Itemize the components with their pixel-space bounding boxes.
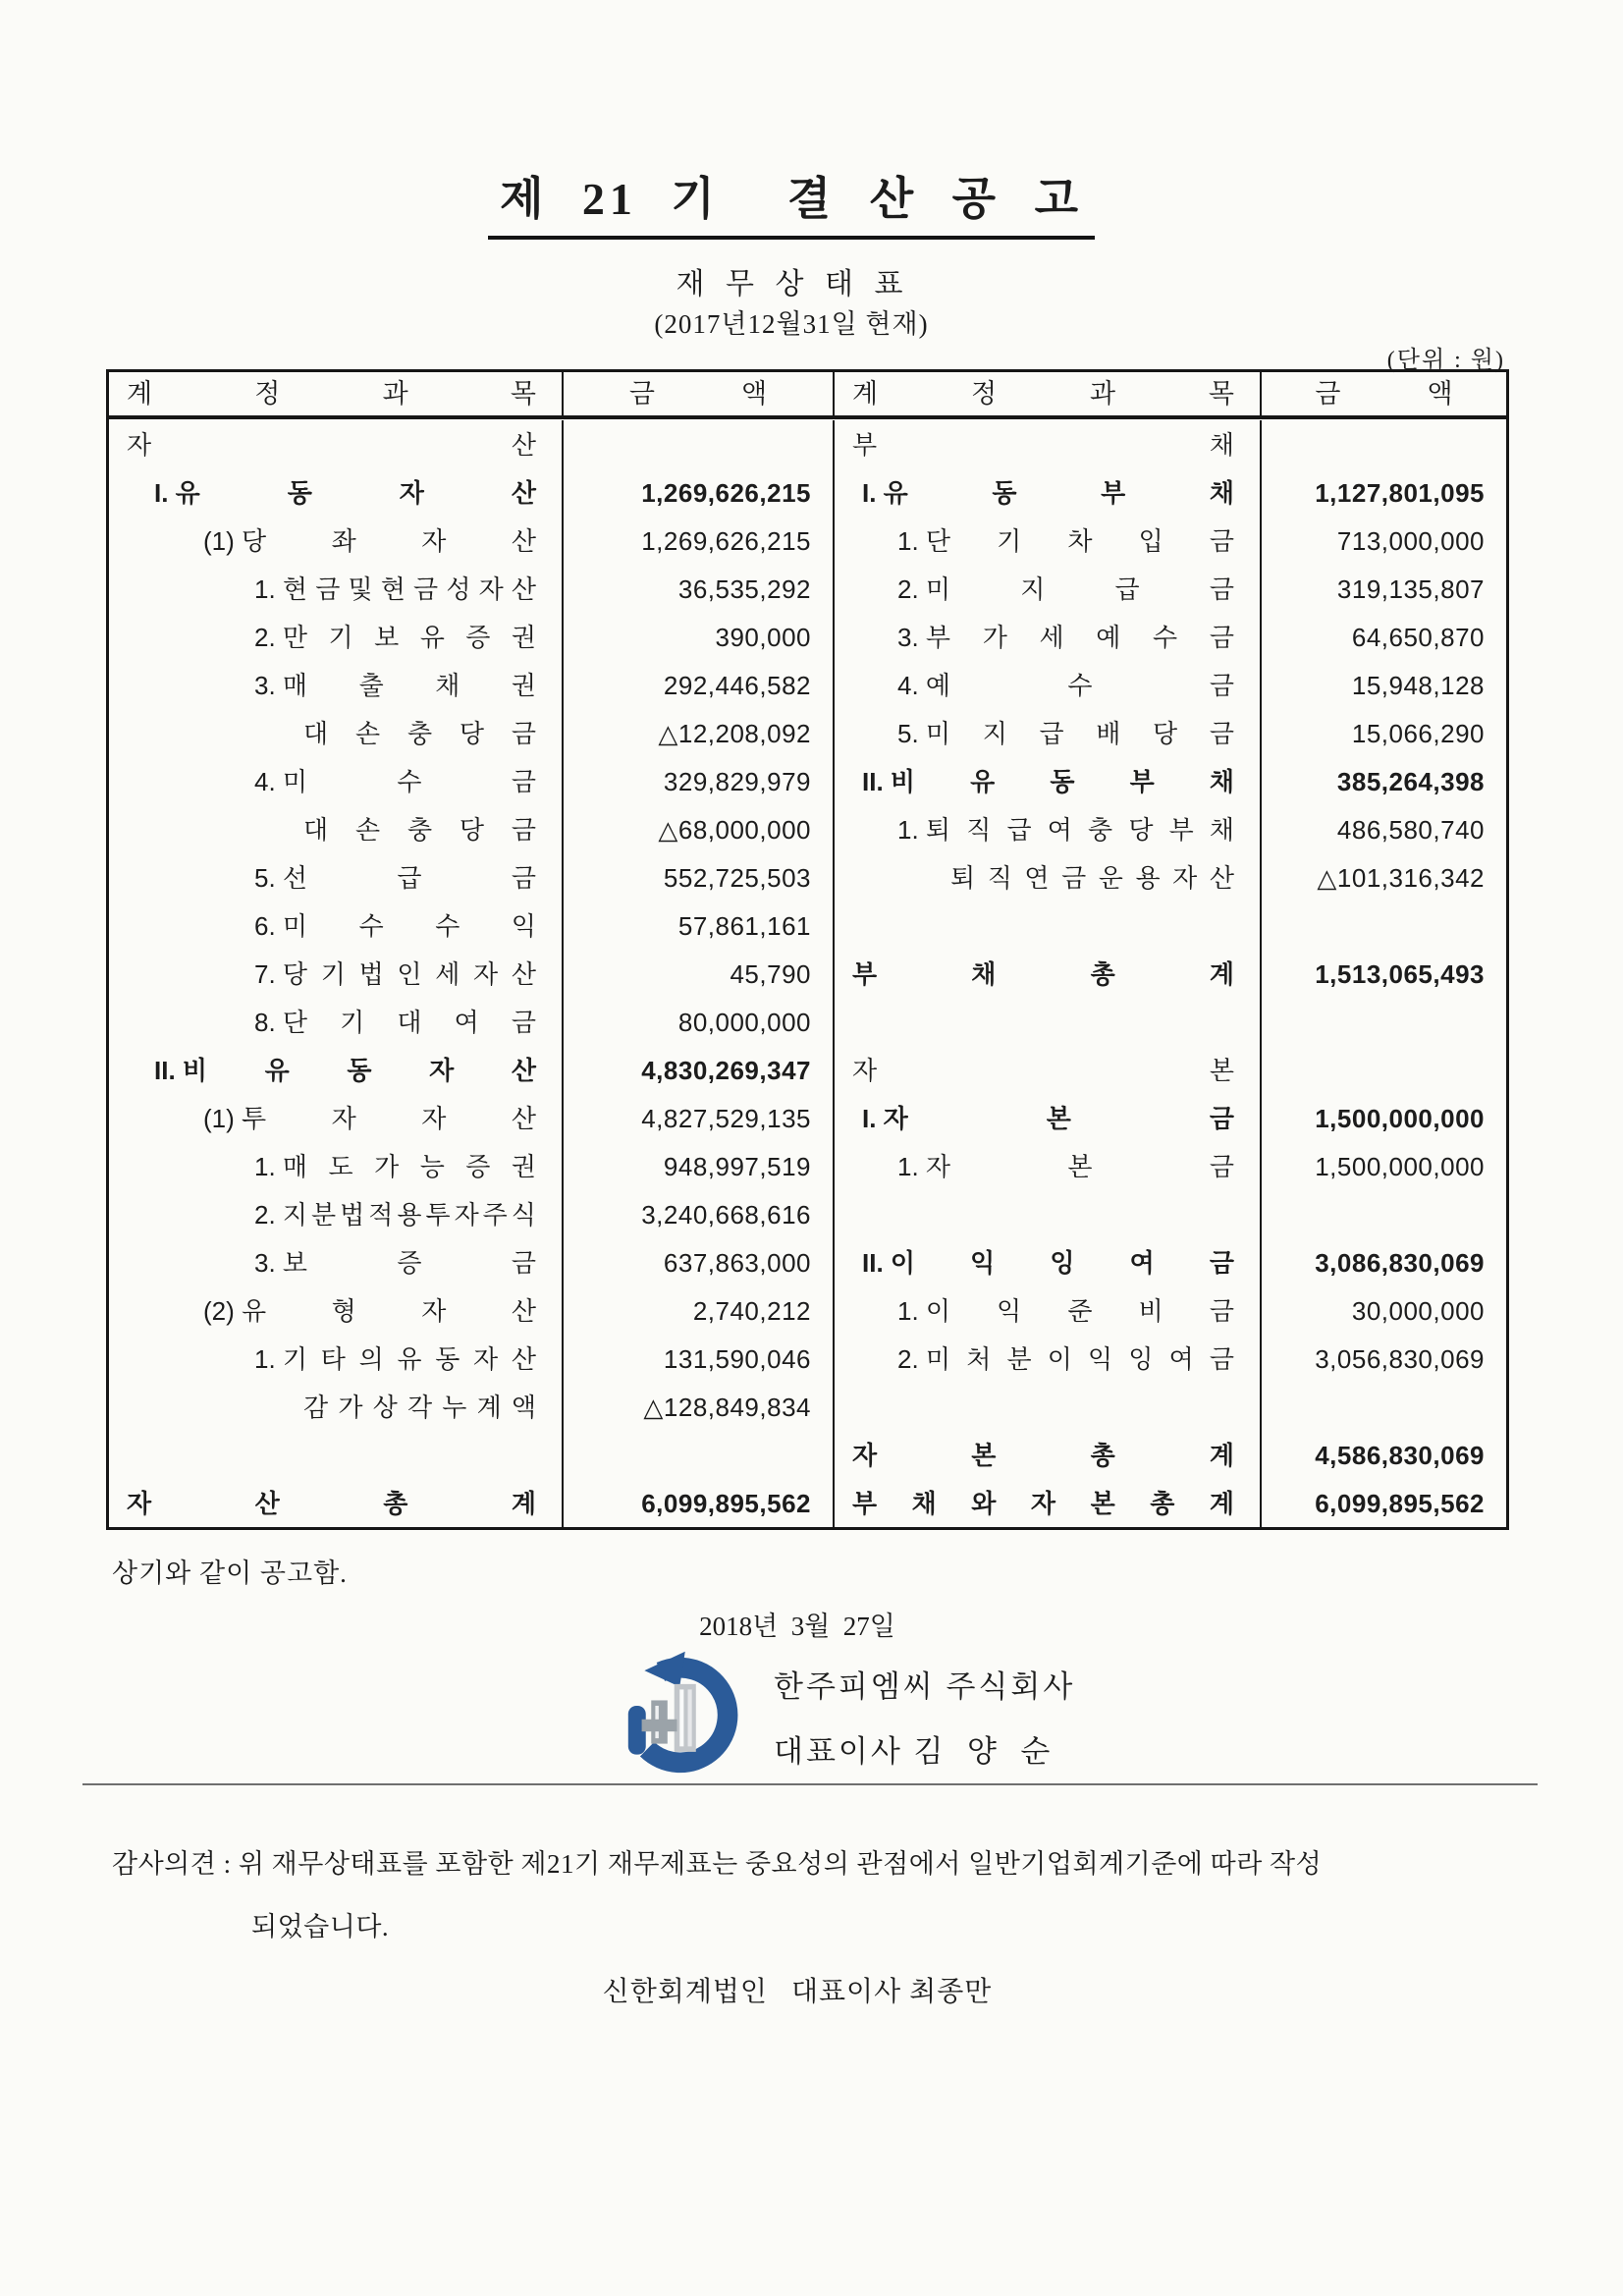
account-cell: 2. 만 기 보 유 증 권 — [109, 613, 564, 661]
company-name: 한주피엠씨 주식회사 — [774, 1669, 1076, 1704]
auditor-name: 신한회계법인 대표이사 최종만 — [602, 1977, 993, 2007]
account-cell: 6. 미 수 수 익 — [109, 902, 564, 950]
amount-cell — [1262, 1383, 1506, 1431]
account-cell — [835, 1190, 1262, 1238]
audit-opinion-line2: 되었습니다. — [251, 1912, 390, 1941]
account-cell — [109, 1431, 564, 1479]
account-cell: 자 산 — [109, 420, 564, 468]
amount-cell — [564, 420, 835, 468]
asof-date: (2017년12월31일 현재) — [654, 309, 929, 339]
amount-cell: 292,446,582 — [564, 661, 835, 709]
ceo-name: 대표이사 김 양 순 — [774, 1734, 1054, 1769]
account-cell: 1. 기 타 의 유 동 자 산 — [109, 1335, 564, 1383]
amount-cell: 4,827,529,135 — [564, 1094, 835, 1142]
amount-cell: △68,000,000 — [564, 805, 835, 853]
account-cell: II. 이 익 잉 여 금 — [835, 1238, 1262, 1286]
amount-cell: △12,208,092 — [564, 709, 835, 757]
amount-cell: 36,535,292 — [564, 565, 835, 613]
amount-cell: 15,948,128 — [1351, 670, 1485, 700]
account-cell: 5. 미 지 급 배 당 금 — [835, 709, 1262, 757]
account-cell: 자 본 총 계 — [835, 1431, 1262, 1479]
amount-cell: 45,790 — [564, 950, 835, 998]
account-cell: I. 유 동 부 채 — [835, 468, 1262, 517]
amount-cell: 4,830,269,347 — [564, 1046, 835, 1094]
account-cell: II. 비 유 동 부 채 — [835, 757, 1262, 805]
amount-cell: 57,861,161 — [564, 902, 835, 950]
column-header-amount: 금 액 — [564, 372, 835, 419]
account-cell: 1. 자 본 금 — [835, 1142, 1262, 1190]
account-cell: 5. 선 급 금 — [109, 853, 564, 902]
account-cell: 1. 단 기 차 입 금 — [835, 517, 1262, 565]
amount-cell: 64,650,870 — [1351, 622, 1485, 652]
amount-cell: 1,500,000,000 — [1315, 1103, 1485, 1133]
statement-title: 재 무 상 태 표 — [676, 268, 907, 301]
audit-opinion-line1: 감사의견 : 위 재무상태표를 포함한 제21기 재무제표는 중요성의 관점에서 일반기업회계기준에 따라 작성 — [112, 1849, 1323, 1879]
account-cell — [835, 1383, 1262, 1431]
amount-cell — [1262, 998, 1506, 1046]
account-cell: I. 자 본 금 — [835, 1094, 1262, 1142]
amount-cell — [1262, 902, 1506, 950]
amount-cell — [1262, 1190, 1506, 1238]
amount-cell: 2,740,212 — [564, 1286, 835, 1335]
company-logo-icon — [615, 1648, 750, 1785]
account-cell: I. 유 동 자 산 — [109, 468, 564, 517]
account-cell: 2. 미 처 분 이 익 잉 여 금 — [835, 1335, 1262, 1383]
amount-cell — [1262, 1046, 1506, 1094]
amount-cell: 80,000,000 — [564, 998, 835, 1046]
amount-cell: 390,000 — [564, 613, 835, 661]
amount-cell: 637,863,000 — [564, 1238, 835, 1286]
account-cell — [835, 998, 1262, 1046]
account-cell: 3. 매 출 채 권 — [109, 661, 564, 709]
account-cell: 대 손 충 당 금 — [109, 805, 564, 853]
amount-cell: 3,086,830,069 — [1315, 1247, 1485, 1278]
account-cell: 대 손 충 당 금 — [109, 709, 564, 757]
amount-cell: 3,240,668,616 — [564, 1190, 835, 1238]
account-cell: 2. 지 분 법 적 용 투 자 주 식 — [109, 1190, 564, 1238]
announcement-date: 2018년 3월 27일 — [699, 1612, 895, 1641]
amount-cell: 15,066,290 — [1351, 718, 1485, 748]
account-cell: (2) 유 형 자 산 — [109, 1286, 564, 1335]
amount-cell: 1,269,626,215 — [564, 468, 835, 517]
account-cell: 8. 단 기 대 여 금 — [109, 998, 564, 1046]
amount-cell: 486,580,740 — [1336, 814, 1485, 845]
company-logo — [615, 1648, 750, 1785]
balance-sheet-table — [106, 369, 1509, 1530]
amount-cell: 1,513,065,493 — [1315, 958, 1485, 989]
account-cell — [835, 902, 1262, 950]
column-header-account: 계 정 과 목 — [835, 372, 1262, 419]
page-title: 제 21 기 결 산 공 고 — [488, 163, 1095, 240]
amount-cell: 385,264,398 — [1336, 766, 1485, 796]
title-row — [0, 163, 1583, 240]
account-cell: 퇴 직 연 금 운 용 자 산 — [835, 853, 1262, 902]
amount-cell: 1,269,626,215 — [564, 517, 835, 565]
account-cell: 부 채 — [835, 420, 1262, 468]
asof-row — [0, 302, 1583, 341]
account-cell: 7. 당 기 법 인 세 자 산 — [109, 950, 564, 998]
amount-cell: 1,127,801,095 — [1315, 477, 1485, 508]
account-cell: 자 본 — [835, 1046, 1262, 1094]
amount-cell: 329,829,979 — [564, 757, 835, 805]
notice-text: 상기와 같이 공고함. — [112, 1558, 348, 1588]
column-header-account: 계 정 과 목 — [109, 372, 564, 419]
subtitle-row — [0, 259, 1583, 302]
amount-cell: 4,586,830,069 — [1315, 1440, 1485, 1470]
account-cell: (1) 당 좌 자 산 — [109, 517, 564, 565]
account-cell: 4. 예 수 금 — [835, 661, 1262, 709]
account-cell: 부 채 총 계 — [835, 950, 1262, 998]
account-cell: 감 가 상 각 누 계 액 — [109, 1383, 564, 1431]
amount-cell: 30,000,000 — [1351, 1295, 1485, 1326]
amount-cell: 713,000,000 — [1336, 525, 1485, 556]
account-cell: 3. 보 증 금 — [109, 1238, 564, 1286]
account-cell: 부 채 와 자 본 총 계 — [835, 1479, 1262, 1527]
account-cell: 1. 이 익 준 비 금 — [835, 1286, 1262, 1335]
account-cell: 4. 미 수 금 — [109, 757, 564, 805]
amount-cell: △101,316,342 — [1317, 862, 1485, 893]
account-cell: (1) 투 자 자 산 — [109, 1094, 564, 1142]
account-cell: 1. 현 금 및 현 금 성 자 산 — [109, 565, 564, 613]
column-header-amount: 금 액 — [1262, 372, 1506, 419]
amount-cell — [1262, 420, 1506, 468]
account-cell: 2. 미 지 급 금 — [835, 565, 1262, 613]
account-cell: II. 비 유 동 자 산 — [109, 1046, 564, 1094]
unit-label: (단위 : 원) — [1386, 348, 1505, 373]
amount-cell — [564, 1431, 835, 1479]
amount-cell: 3,056,830,069 — [1315, 1343, 1485, 1374]
amount-cell: 6,099,895,562 — [1315, 1488, 1485, 1518]
amount-cell: 552,725,503 — [564, 853, 835, 902]
section-divider — [82, 1783, 1538, 1785]
account-cell: 1. 매 도 가 능 증 권 — [109, 1142, 564, 1190]
amount-cell: 319,135,807 — [1336, 574, 1485, 604]
account-cell: 자 산 총 계 — [109, 1479, 564, 1527]
amount-cell: 948,997,519 — [564, 1142, 835, 1190]
amount-cell: 131,590,046 — [564, 1335, 835, 1383]
amount-cell: 6,099,895,562 — [564, 1479, 835, 1527]
amount-cell: 1,500,000,000 — [1315, 1151, 1485, 1181]
amount-cell: △128,849,834 — [564, 1383, 835, 1431]
account-cell: 1. 퇴 직 급 여 충 당 부 채 — [835, 805, 1262, 853]
account-cell: 3. 부 가 세 예 수 금 — [835, 613, 1262, 661]
